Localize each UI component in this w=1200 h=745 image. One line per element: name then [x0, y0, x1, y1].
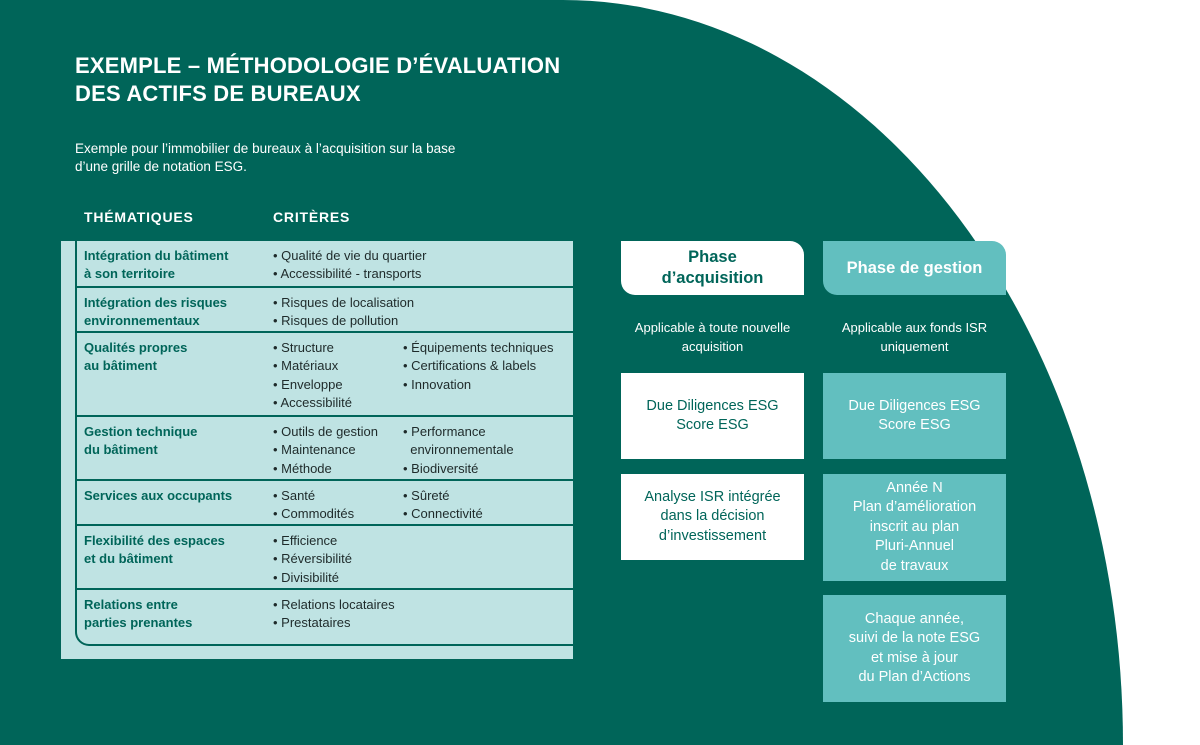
- criterion-item: environnementale: [403, 442, 514, 458]
- theme-line: au bâtiment: [84, 358, 157, 374]
- note-line: Applicable à toute nouvelle: [634, 320, 791, 335]
- box-line: de travaux: [880, 557, 949, 574]
- criterion-item: • Accessibilité - transports: [273, 266, 422, 282]
- criterion-item: • Outils de gestion: [273, 424, 378, 439]
- box-line: Plan d’amélioration: [852, 499, 977, 516]
- box-line: du Plan d’Actions: [858, 669, 971, 685]
- criterion-item: • Innovation: [403, 376, 472, 392]
- box-line: Pluri-Annuel: [875, 538, 954, 555]
- criterion-item: • Connectivité: [403, 506, 483, 522]
- row-theme: [84, 339, 259, 376]
- acquisition-step-box: [621, 474, 804, 560]
- note-line: acquisition: [681, 339, 744, 354]
- criteria-table-frame: [75, 241, 575, 646]
- gestion-step-box: [823, 474, 1006, 581]
- table-row: [77, 241, 575, 287]
- table-row: [77, 588, 575, 644]
- row-theme: [84, 596, 259, 633]
- theme-line: à son territoire: [84, 266, 176, 282]
- criterion-item: • Santé: [273, 488, 316, 503]
- criterion-item: • Risques de localisation: [273, 295, 415, 310]
- theme-line: et du bâtiment: [84, 551, 173, 567]
- table-row: [77, 524, 575, 589]
- row-criteria: [273, 487, 354, 524]
- box-line: Chaque année,: [864, 610, 965, 627]
- table-row: [77, 479, 575, 525]
- phase-title-line: Phase: [688, 248, 737, 266]
- criterion-item: • Sûreté: [403, 488, 450, 503]
- theme-line: environnementaux: [84, 313, 200, 329]
- table-row: [77, 415, 575, 480]
- box-line: d’investissement: [658, 527, 767, 544]
- row-theme: [84, 487, 259, 505]
- row-theme: [84, 423, 259, 460]
- page-subtitle: [75, 140, 515, 176]
- phase-acquisition-header: [621, 241, 804, 295]
- box-line: Score ESG: [676, 417, 749, 433]
- row-theme: [84, 294, 259, 331]
- row-criteria-extra: [403, 487, 483, 524]
- page-subtitle-line1: Exemple pour l’immobilier de bureaux à l’acquisition sur la base: [75, 141, 456, 156]
- theme-line: Gestion technique: [84, 424, 198, 439]
- criterion-item: • Structure: [273, 340, 334, 355]
- criterion-item: • Maintenance: [273, 442, 356, 458]
- page-title-line1: EXEMPLE – MÉTHODOLOGIE D’ÉVALUATION: [75, 53, 561, 78]
- theme-line: Qualités propres: [84, 340, 188, 355]
- theme-line: Relations entre: [84, 597, 178, 612]
- criterion-item: • Efficience: [273, 533, 338, 548]
- phase-title-line: Phase de gestion: [846, 258, 983, 277]
- box-line: Due Diligences ESG: [848, 397, 981, 414]
- row-criteria: [273, 294, 414, 331]
- box-line: inscrit au plan: [869, 518, 960, 535]
- criterion-item: • Certifications & labels: [403, 358, 537, 374]
- criterion-item: • Méthode: [273, 460, 332, 476]
- box-line: suivi de la note ESG: [848, 630, 981, 646]
- acquisition-step-box: [621, 373, 804, 459]
- criterion-item: • Divisibilité: [273, 569, 339, 585]
- phase-acquisition-note: [621, 318, 804, 356]
- row-criteria: [273, 247, 426, 284]
- row-criteria: [273, 339, 352, 412]
- page-subtitle-line2: d’une grille de notation ESG.: [75, 159, 247, 174]
- theme-line: du bâtiment: [84, 442, 158, 458]
- row-criteria-extra: [403, 339, 554, 394]
- page-title: [75, 52, 635, 108]
- themes-column-header: THÉMATIQUES: [84, 209, 194, 225]
- criterion-item: • Matériaux: [273, 358, 339, 374]
- criterion-item: • Réversibilité: [273, 551, 352, 567]
- criterion-item: • Risques de pollution: [273, 313, 399, 329]
- phase-title-line: d’acquisition: [661, 269, 764, 287]
- criterion-item: • Commodités: [273, 506, 355, 522]
- criterion-item: • Qualité de vie du quartier: [273, 248, 427, 263]
- theme-line: Flexibilité des espaces: [84, 533, 225, 548]
- row-criteria: [273, 423, 378, 478]
- page-title-line2: DES ACTIFS DE BUREAUX: [75, 81, 361, 106]
- theme-line: Intégration des risques: [84, 295, 228, 310]
- criteria-table: [61, 241, 573, 659]
- box-line: dans la décision: [660, 508, 765, 525]
- criterion-item: • Équipements techniques: [403, 340, 554, 355]
- gestion-step-box: [823, 373, 1006, 459]
- row-theme: [84, 247, 259, 284]
- row-theme: [84, 532, 259, 569]
- theme-line: Services aux occupants: [84, 488, 233, 503]
- criterion-item: • Biodiversité: [403, 460, 479, 476]
- note-line: uniquement: [880, 339, 949, 354]
- criterion-item: • Prestataires: [273, 615, 351, 631]
- phase-gestion-note: [823, 318, 1006, 356]
- box-line: Analyse ISR intégrée: [644, 488, 781, 505]
- criterion-item: • Relations locataires: [273, 597, 395, 612]
- theme-line: Intégration du bâtiment: [84, 248, 229, 263]
- gestion-step-box: [823, 595, 1006, 702]
- table-row: [77, 331, 575, 416]
- box-line: Année N: [886, 479, 943, 496]
- box-line: et mise à jour: [870, 649, 959, 666]
- row-criteria: [273, 532, 352, 587]
- row-criteria: [273, 596, 395, 633]
- criterion-item: • Enveloppe: [273, 376, 343, 392]
- criteria-column-header: CRITÈRES: [273, 209, 351, 225]
- box-line: Score ESG: [878, 417, 951, 433]
- row-criteria-extra: [403, 423, 514, 478]
- theme-line: parties prenantes: [84, 615, 193, 631]
- criterion-item: • Accessibilité: [273, 394, 352, 410]
- phase-gestion-header: [823, 241, 1006, 295]
- box-line: Due Diligences ESG: [646, 397, 779, 414]
- note-line: Applicable aux fonds ISR: [841, 320, 988, 335]
- criterion-item: • Performance: [403, 424, 486, 439]
- table-row: [77, 286, 575, 332]
